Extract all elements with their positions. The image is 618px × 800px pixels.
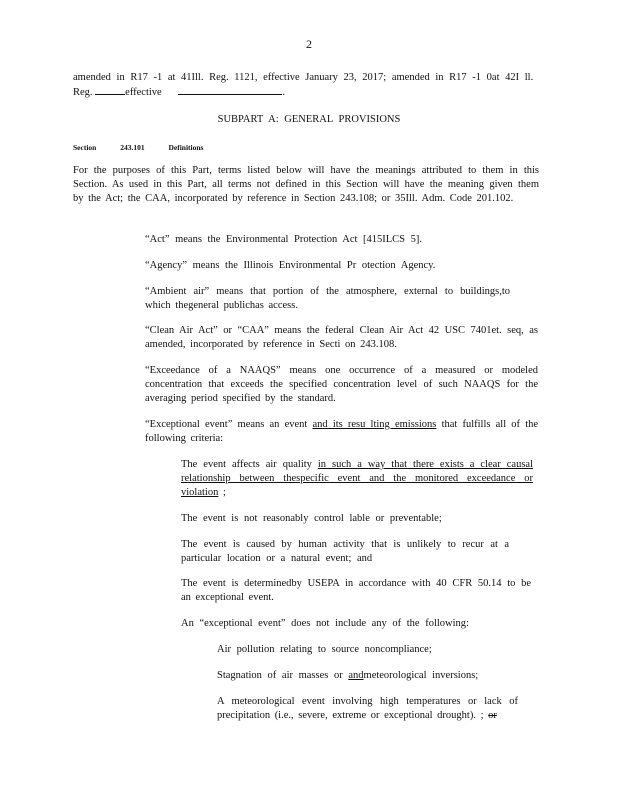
intro-paragraph: For the purposes of this Part, terms listed below will have the meanings attributed to them in this Section. As used in this Part, all terms not defined in this Section will have the meaning given them by the Act; the CAA, incorporated by reference in Section 243.108; or 35Ill. Adm. Code 201.102.: [73, 165, 539, 204]
criterion-1-inserted-text: in such a way that there exists a clear causal relationship between thespecific event and the monitored exceedance or violation: [181, 459, 534, 498]
section-number: 243.101: [120, 143, 145, 152]
amendment-period: .: [282, 87, 285, 98]
criterion-1-end: ;: [222, 487, 226, 498]
definition-exceedance: “Exceedance of a NAAQS” means one occurrence of a measured or modeled concentration that exceeds the specified concentration level of such NAAQS for the averaging period specified by the standard.: [145, 365, 538, 404]
reg-blank: [95, 85, 125, 95]
exceptional-event-inserted-text: and its resu lting emissions: [312, 419, 437, 430]
section-heading: [73, 141, 225, 155]
amendment-line-2: [73, 85, 538, 100]
exclusion-3-text: A meteorological event involving high temperatures or lack of precipitation (i.e., severe, extreme or exceptional drought).: [217, 696, 518, 721]
amendment-effective: effective: [125, 87, 162, 98]
amendment-history: [73, 71, 538, 85]
criterion-2: The event is not reasonably control lable or preventable;: [181, 513, 442, 524]
exclusion-intro: An “exceptional event” does not include any of the following:: [181, 618, 469, 629]
definition-clean-air-act: “Clean Air Act” or “CAA” means the federal Clean Air Act 42 USC 7401et. seq, as amended, incorporated by reference in Secti on 243.108.: [145, 325, 538, 350]
section-title: Definitions: [168, 143, 204, 152]
section-label: Section: [73, 143, 97, 152]
definition-agency: “Agency” means the Illinois Environmental Pr otection Agency.: [145, 260, 436, 271]
exclusion-3-struck-text: or: [488, 710, 497, 721]
definition-exceptional-event: [145, 418, 538, 446]
criterion-1: [181, 458, 533, 500]
subpart-heading: SUBPART A: GENERAL PROVISIONS: [217, 114, 401, 125]
criterion-3: The event is caused by human activity that is unlikely to recur at a particular location or a natural event; and: [181, 539, 509, 564]
amendment-line-1: amended in R17 -1 at 41Ill. Reg. 1121, effective January 23, 2017; amended in R17 -1 0at 42I ll.: [73, 72, 534, 83]
exceptional-event-text-a: “Exceptional event” means an event: [145, 419, 308, 430]
date-blank: [178, 85, 282, 95]
page-number: 2: [306, 37, 312, 51]
exclusion-2: [217, 669, 533, 683]
criterion-1-text: The event affects air quality: [181, 459, 312, 470]
exclusion-3-semicolon: ;: [480, 710, 484, 721]
exclusion-1: Air pollution relating to source noncompliance;: [217, 644, 432, 655]
criterion-4: The event is determinedby USEPA in accordance with 40 CFR 50.14 to be an exceptional event.: [181, 578, 531, 603]
exclusion-3: [217, 695, 518, 723]
exclusion-2-text-b: meteorological inversions;: [363, 670, 479, 681]
exclusion-2-text-a: Stagnation of air masses or: [217, 670, 343, 681]
exclusion-2-inserted-text: and: [348, 670, 364, 681]
exceptional-event-text-b: that fulfills all of the following criteria:: [145, 419, 539, 444]
definition-act: “Act” means the Environmental Protection Act [415ILCS 5].: [145, 234, 423, 245]
amendment-reg: Reg.: [73, 87, 93, 98]
definition-ambient-air: “Ambient air” means that portion of the atmosphere, external to buildings,to which thegeneral publichas access.: [145, 286, 510, 311]
